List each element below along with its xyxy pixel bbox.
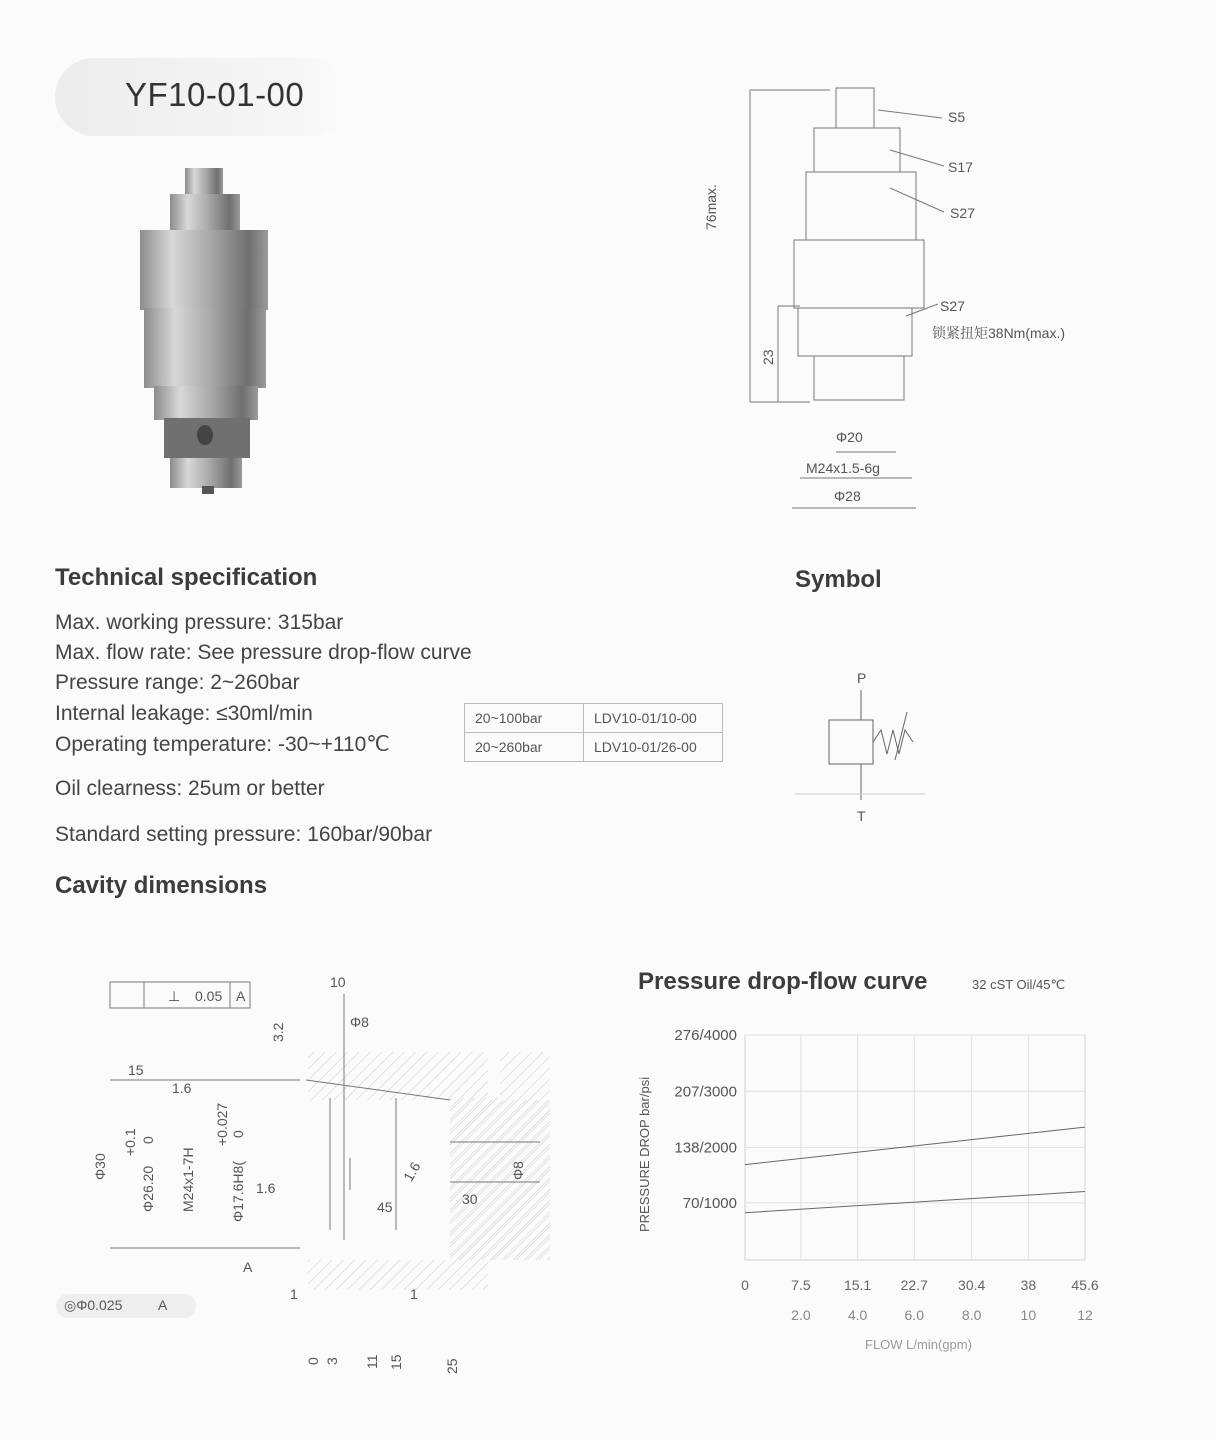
cavity-tol: 0.05 (195, 988, 223, 1004)
tech-spec-heading: Technical specification (55, 564, 318, 591)
chart-x-tick-label: 15.1 (843, 1277, 872, 1293)
table-row (465, 733, 723, 762)
chart-x-tick-label: 7.5 (791, 1277, 811, 1293)
chart-x-tick-label: 38 (1020, 1277, 1037, 1293)
cavity-d10: 10 (330, 974, 346, 990)
chart-x-tick-label: 0 (741, 1277, 749, 1293)
cavity-tol027: +0.027 (214, 1102, 230, 1146)
valve-photo (130, 160, 280, 500)
cavity-one-left: 1 (290, 1286, 298, 1302)
cavity-x0: 0 (305, 1357, 321, 1365)
valve-outline-drawing (730, 80, 1130, 520)
spec-max-flow: Max. flow rate: See pressure drop-flow curve (55, 641, 472, 664)
cavity-x15: 15 (388, 1354, 404, 1370)
cavity-r16-top: 1.6 (172, 1080, 192, 1096)
symbol-port-t: T (857, 808, 866, 824)
spec-pressure-range: Pressure range: 2~260bar (55, 671, 300, 694)
spec-oil-clearness: Oil clearness: 25um or better (55, 777, 325, 800)
chart-series-line (745, 1127, 1085, 1165)
pressure-flow-chart (630, 1020, 1110, 1330)
hydraulic-symbol (795, 690, 935, 805)
cavity-one-right: 1 (410, 1286, 418, 1302)
cavity-tol01: +0.1 (122, 1128, 138, 1156)
dim-thread: M24x1.5-6g (806, 460, 880, 476)
table-cell: 20~100bar (465, 704, 584, 733)
cavity-r32: 3.2 (270, 1022, 286, 1042)
table-cell: LDV10-01/10-00 (584, 704, 723, 733)
label-torque: 锁紧扭矩38Nm(max.) (932, 325, 1066, 341)
cavity-r16-left: 1.6 (256, 1180, 276, 1196)
chart-y-tick-label: 276/4000 (674, 1027, 737, 1044)
chart-x-tick-label-gpm: 4.0 (847, 1307, 868, 1323)
cavity-phi30: Φ30 (92, 1153, 108, 1180)
cavity-r16-right: 1.6 (400, 1159, 424, 1184)
flatness-symbol: ⊥ (168, 988, 181, 1004)
label-s5: S5 (948, 109, 966, 125)
curve-heading: Pressure drop-flow curve (638, 968, 928, 995)
chart-x-tick-label: 30.4 (958, 1277, 986, 1293)
label-s27-upper: S27 (950, 205, 975, 221)
dim-76max: 76max. (703, 184, 719, 230)
cavity-m24: M24x1-7H (180, 1147, 196, 1212)
symbol-port-p: P (857, 670, 867, 686)
cavity-concentricity: ◎Φ0.025 (64, 1297, 123, 1313)
spec-internal-leakage: Internal leakage: ≤30ml/min (55, 702, 313, 725)
symbol-heading: Symbol (795, 566, 882, 593)
label-s27-lower: S27 (940, 298, 965, 314)
chart-series-line (745, 1192, 1085, 1213)
cavity-phi176: Φ17.6H8( (230, 1161, 246, 1222)
model-range-table (464, 703, 723, 762)
chart-x-tick-label-gpm: 2.0 (791, 1307, 811, 1323)
cavity-concentricity-ref: A (158, 1297, 168, 1313)
chart-ylabel: PRESSURE DROP bar/psi (637, 1076, 652, 1232)
cavity-drawing (100, 960, 550, 1290)
chart-x-tick-label-gpm: 12 (1077, 1307, 1093, 1323)
cavity-tol-ref: A (236, 988, 246, 1004)
table-row (465, 704, 723, 733)
table-cell: LDV10-01/26-00 (584, 733, 723, 762)
table-cell: 20~260bar (465, 733, 584, 762)
spec-max-pressure: Max. working pressure: 315bar (55, 611, 344, 634)
dim-phi20: Φ20 (836, 429, 863, 445)
chart-y-tick-label: 70/1000 (682, 1194, 737, 1212)
cavity-heading: Cavity dimensions (55, 872, 268, 899)
cavity-phi8-right: Φ8 (510, 1161, 526, 1180)
cavity-tol0a: 0 (230, 1130, 246, 1138)
label-s17: S17 (948, 159, 973, 175)
chart-xlabel: FLOW L/min(gpm) (865, 1337, 972, 1352)
dim-phi28: Φ28 (834, 488, 861, 504)
cavity-x3: 3 (324, 1357, 340, 1365)
cavity-tol0b: 0 (140, 1136, 156, 1144)
cavity-a45: 45 (377, 1199, 393, 1215)
dim-23: 23 (760, 349, 776, 365)
spec-setting-pressure: Standard setting pressure: 160bar/90bar (55, 823, 433, 846)
chart-x-tick-label-gpm: 8.0 (961, 1307, 982, 1323)
cavity-a15: 15 (128, 1062, 144, 1078)
cavity-phi262: Φ26.20 (140, 1165, 156, 1212)
curve-condition: 32 cST Oil/45℃ (972, 977, 1066, 992)
chart-x-tick-label: 22.7 (900, 1277, 928, 1293)
chart-y-tick-label: 207/3000 (674, 1083, 737, 1101)
chart-x-tick-label-gpm: 6.0 (904, 1307, 924, 1323)
model-title: YF10-01-00 (125, 76, 305, 113)
cavity-datum-a: A (243, 1259, 253, 1275)
chart-x-tick-label-gpm: 10 (1020, 1307, 1037, 1323)
cavity-x11: 11 (364, 1354, 380, 1369)
spec-operating-temp: Operating temperature: -30~+110℃ (55, 733, 390, 756)
cavity-phi8-top: Φ8 (350, 1014, 369, 1030)
chart-x-tick-label: 45.6 (1071, 1277, 1099, 1293)
chart-y-tick-label: 138/2000 (674, 1139, 737, 1157)
cavity-a30: 30 (462, 1191, 478, 1207)
cavity-x25: 25 (444, 1358, 460, 1374)
